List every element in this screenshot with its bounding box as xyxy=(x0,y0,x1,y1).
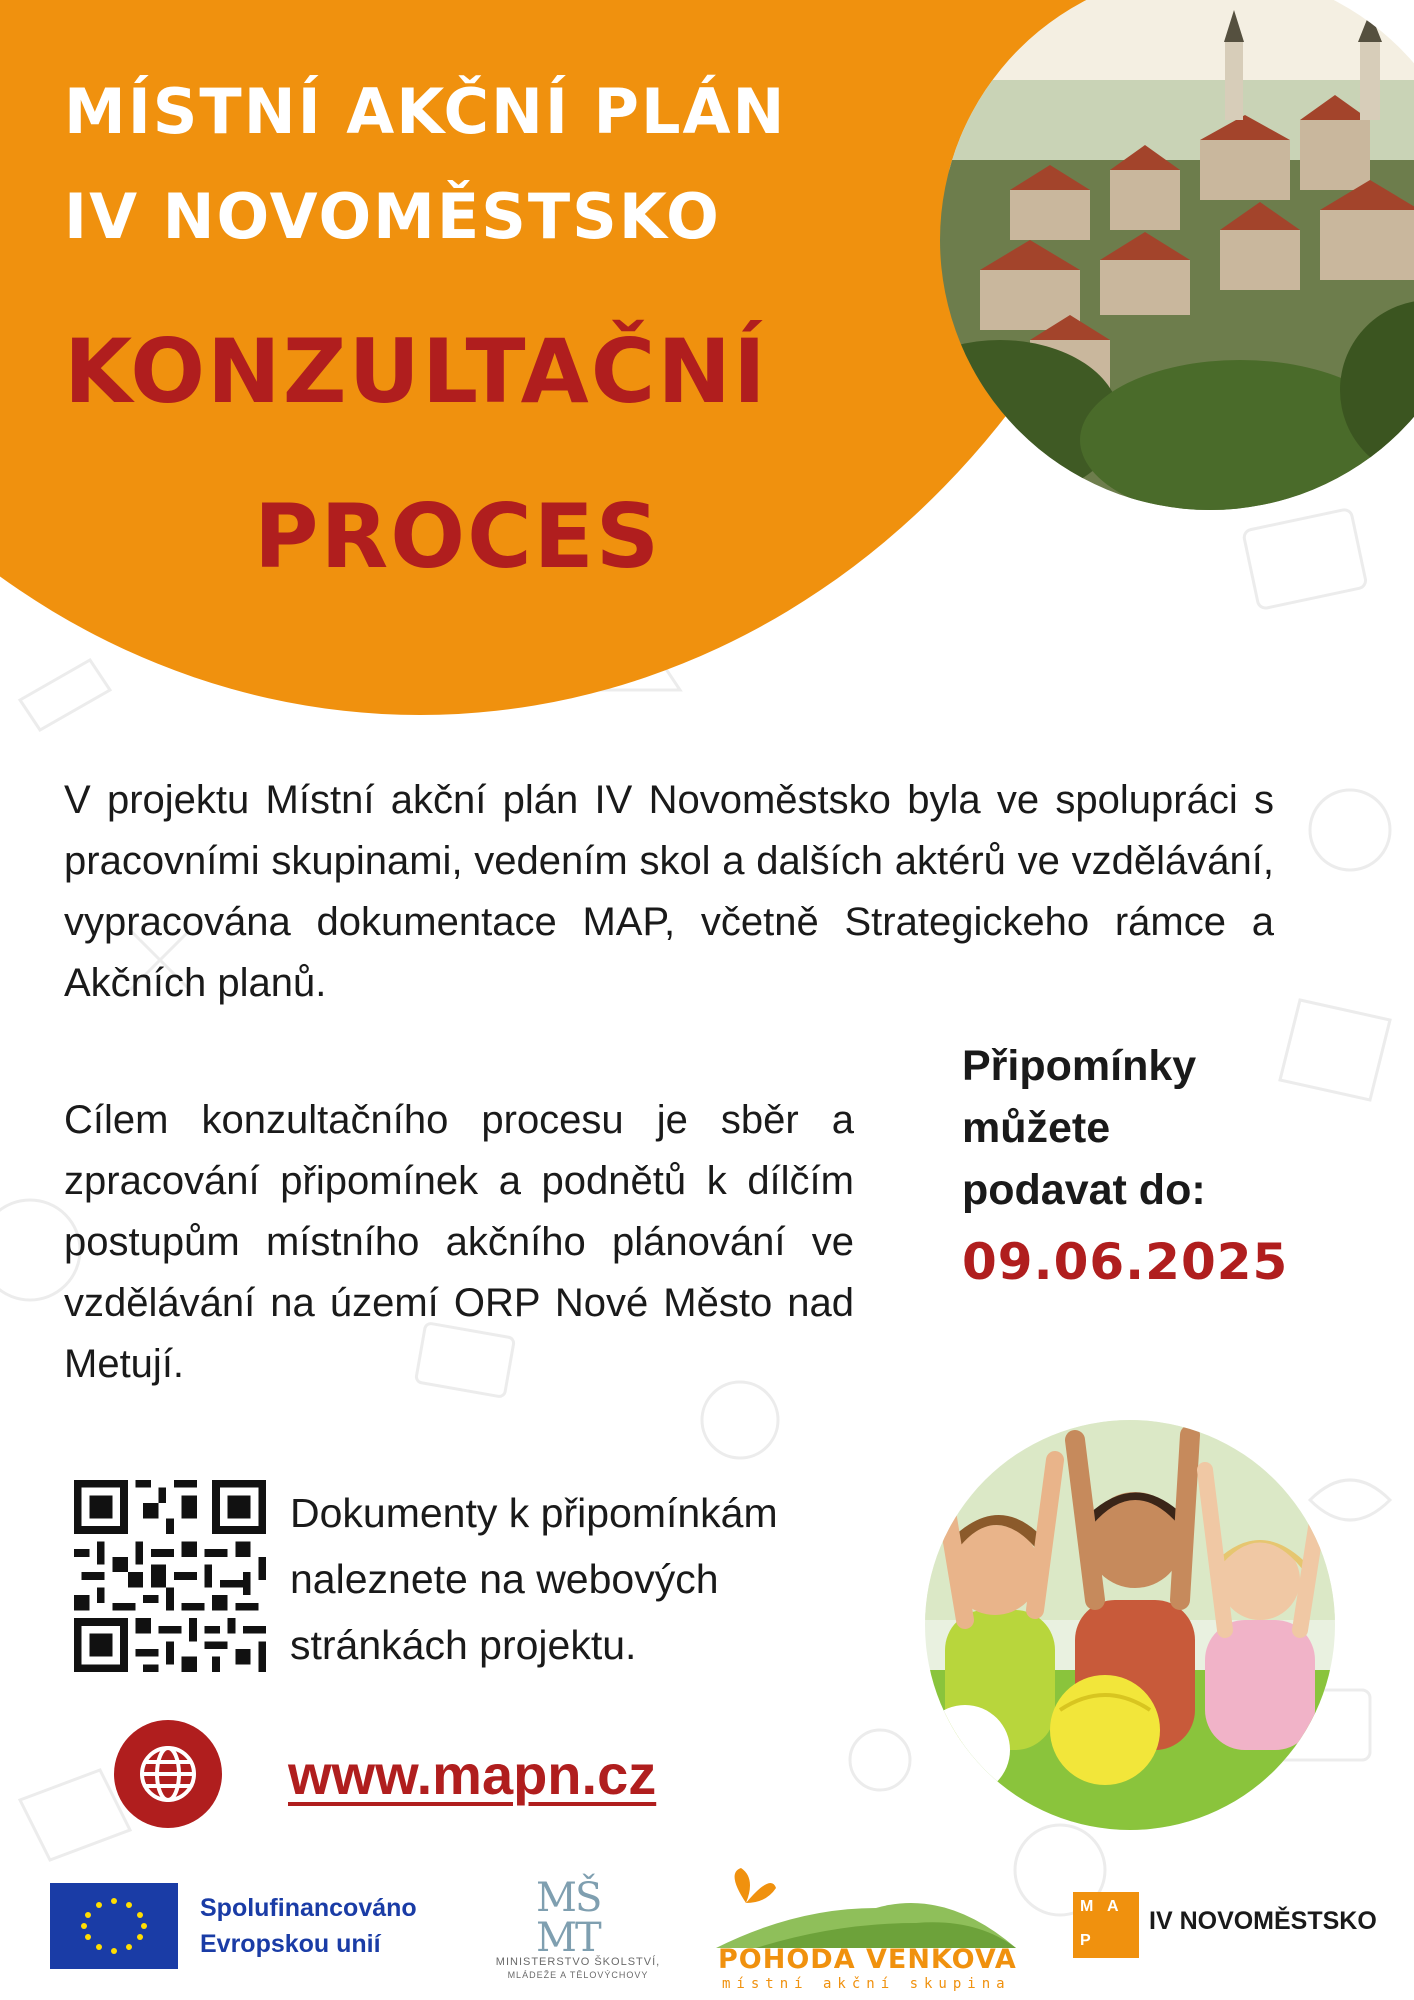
qr-code[interactable] xyxy=(74,1480,266,1672)
eu-cofunding-text xyxy=(200,1890,417,1962)
header-title-line1: MÍSTNÍ AKČNÍ PLÁN xyxy=(64,75,787,148)
msmt-logo xyxy=(488,1875,668,1988)
map-letter-p: P xyxy=(1080,1932,1091,1949)
header-title-konzultacni: KONZULTAČNÍ xyxy=(64,320,768,423)
msmt-mark: MŠ MT xyxy=(536,1875,601,1961)
deadline-block xyxy=(962,1035,1289,1291)
map-logo-box xyxy=(1073,1892,1139,1958)
msmt-text-line2: MLÁDEŽE A TĚLOVÝCHOVY xyxy=(507,1970,649,1980)
eu-text-line1: Spolufinancováno xyxy=(200,1894,417,1922)
website-link[interactable]: www.mapn.cz xyxy=(288,1743,657,1806)
globe-icon xyxy=(114,1720,222,1828)
msmt-text-line1: MINISTERSTVO ŠKOLSTVÍ, xyxy=(495,1956,661,1968)
documents-note xyxy=(290,1480,890,1678)
map-letter-a: A xyxy=(1107,1898,1119,1915)
pohoda-venkova-logo xyxy=(716,1868,1024,1992)
documents-line1: Dokumenty k připomínkám xyxy=(290,1490,778,1536)
hills-butterfly-graphic xyxy=(716,1868,1024,1948)
children-photo xyxy=(925,1420,1335,1830)
intro-paragraph: V projektu Místní akční plán IV Novoměstsko byla ve spolupráci s pracovními skupinami, vedením skol a dalších aktérů ve vzdělávání, vypracována dokumentace MAP, včetně Strategickeho rámce a Akčních planů. xyxy=(64,778,1274,1005)
eu-text-line2: Evropskou unií xyxy=(200,1930,381,1958)
eu-flag-logo xyxy=(50,1883,178,1969)
header-title-proces: PROCES xyxy=(254,485,662,588)
documents-line3: stránkách projektu. xyxy=(290,1622,637,1668)
deadline-date: 09.06.2025 xyxy=(962,1233,1289,1291)
goal-paragraph: Cílem konzultačního procesu je sběr a zpracování připomínek a podnětů k dílčím postupům místního akčního plánování ve vzdělávání na území ORP Nové Město nad Metují. xyxy=(64,1098,854,1386)
pohoda-subtitle: místní akční skupina xyxy=(722,1976,1011,1992)
deadline-label-line2: můžete xyxy=(962,1104,1111,1152)
deadline-label-line3: podavat do: xyxy=(962,1166,1206,1214)
header-title-line2: IV NOVOMĚSTSKO xyxy=(64,180,721,253)
documents-line2: naleznete na webových xyxy=(290,1556,719,1602)
deadline-label-line1: Připomínky xyxy=(962,1042,1197,1090)
map-letter-m: M xyxy=(1080,1898,1094,1915)
map-logo-name: IV NOVOMĚSTSKO xyxy=(1149,1907,1377,1935)
pohoda-name: POHODA VENKOVA xyxy=(718,1944,1017,1975)
